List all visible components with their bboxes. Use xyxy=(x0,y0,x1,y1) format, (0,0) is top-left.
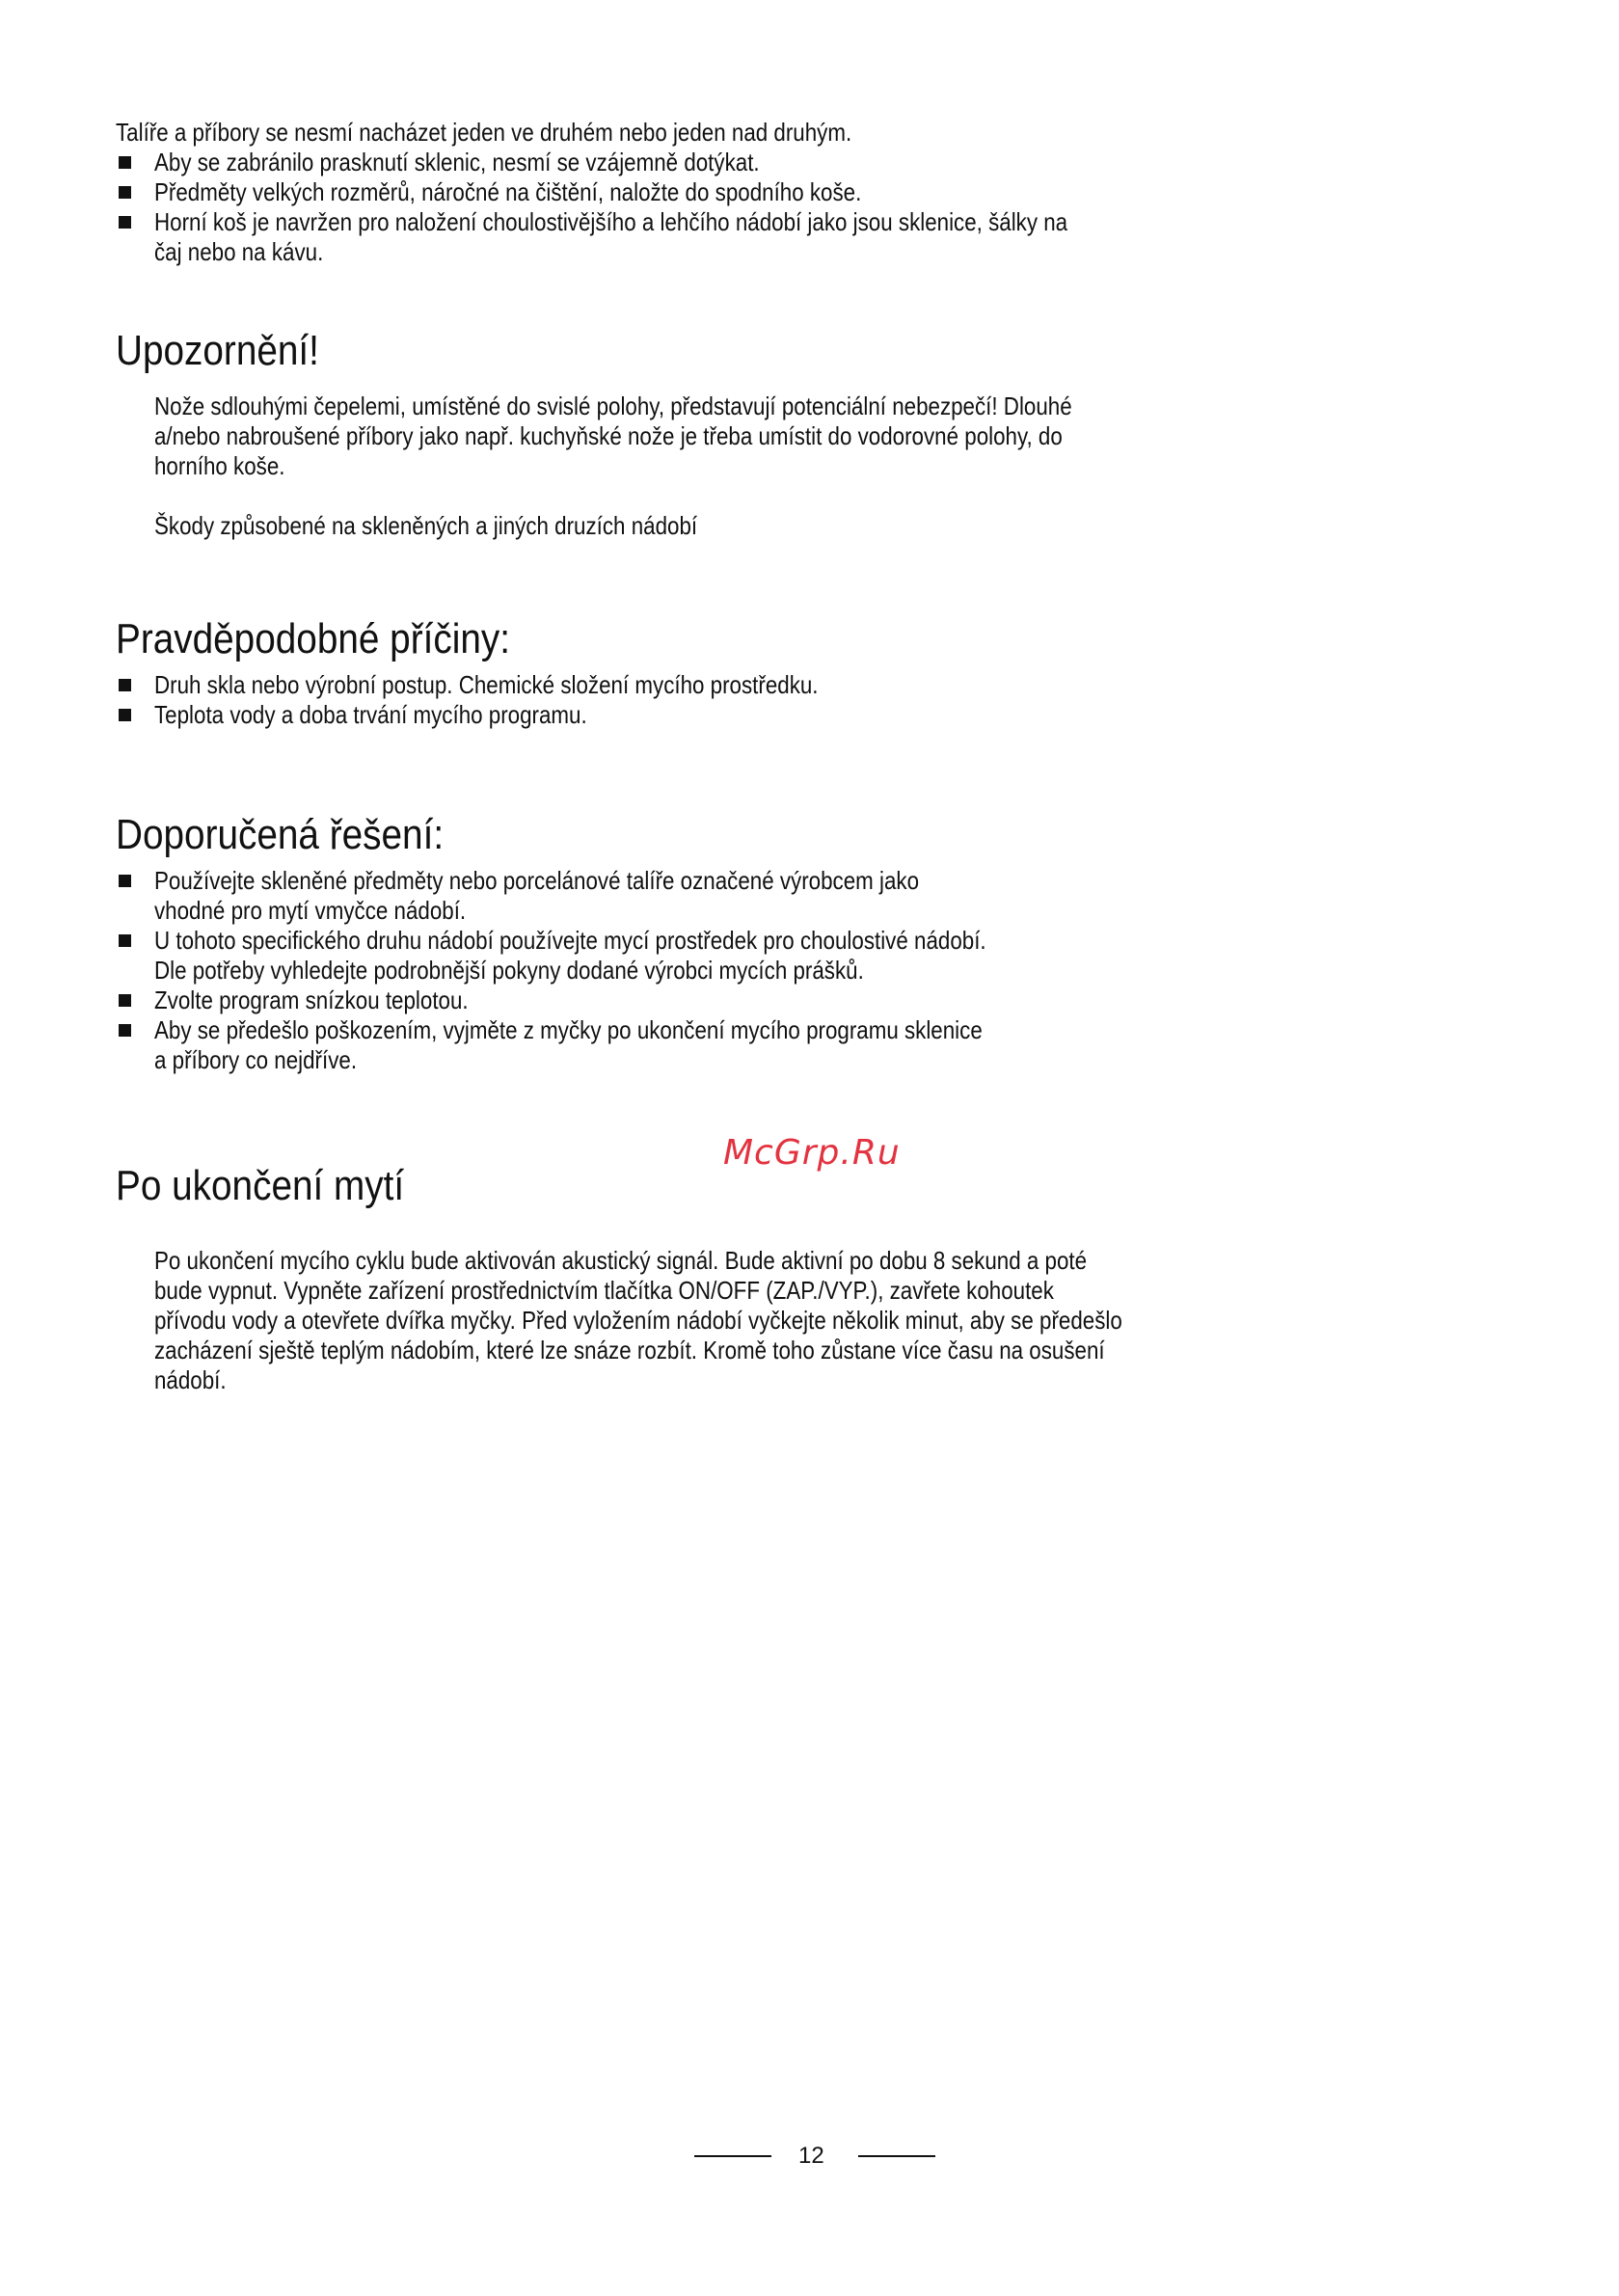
list-item: U tohoto specifického druhu nádobí používejte mycí prostředek pro choulostivé nádobí. Dle potřeby vyhledejte podrobnější pokyny dodané výrobci mycích prášků. xyxy=(116,926,1196,986)
bullet-square-icon xyxy=(119,875,131,887)
list-item: Horní koš je navržen pro naložení choulostivějšího a lehčího nádobí jako jsou sklenice, šálky na čaj nebo na kávu. xyxy=(116,207,1196,267)
intro-section xyxy=(116,118,1196,267)
warning-paragraph: Nože sdlouhými čepelemi, umístěné do svislé polohy, představují potenciální nebezpečí! Dlouhé a/nebo nabroušené příbory jako např. kuchyňské nože je třeba umístit do vodorovné polohy, do horního koše. xyxy=(154,392,1072,480)
list-item: Druh skla nebo výrobní postup. Chemické složení mycího prostředku. xyxy=(116,670,1196,700)
warning-section xyxy=(116,326,1196,541)
causes-heading: Pravděpodobné příčiny: xyxy=(116,615,510,662)
causes-bullet-list xyxy=(116,670,1196,730)
intro-lead: Talíře a příbory se nesmí nacházet jeden ve druhém nebo jeden nad druhým. xyxy=(116,118,852,147)
bullet-square-icon xyxy=(119,216,131,229)
footer-rule-left xyxy=(694,2155,771,2157)
solutions-bullet-list xyxy=(116,866,1196,1075)
list-item: Aby se předešlo poškozením, vyjměte z myčky po ukončení mycího programu sklenice a příbory co nejdříve. xyxy=(116,1015,1196,1075)
bullet-square-icon xyxy=(119,994,131,1007)
bullet-square-icon xyxy=(119,1024,131,1037)
list-item: Předměty velkých rozměrů, náročné na čištění, naložte do spodního koše. xyxy=(116,177,1196,207)
after-wash-section xyxy=(116,1161,1196,1395)
page-footer xyxy=(694,2142,935,2171)
bullet-square-icon xyxy=(119,709,131,721)
list-item: Teplota vody a doba trvání mycího programu. xyxy=(116,700,1196,730)
bullet-square-icon xyxy=(119,186,131,199)
list-item: Zvolte program snízkou teplotou. xyxy=(116,986,1196,1015)
footer-rule-right xyxy=(858,2155,935,2157)
page-number: 12 xyxy=(798,2143,824,2169)
causes-section xyxy=(116,614,1196,730)
solutions-section xyxy=(116,810,1196,1075)
list-item: Používejte skleněné předměty nebo porcelánové talíře označené výrobcem jako vhodné pro mytí vmyčce nádobí. xyxy=(116,866,1196,926)
after-wash-paragraph: Po ukončení mycího cyklu bude aktivován akustický signál. Bude aktivní po dobu 8 sekund a poté bude vypnut. Vypněte zařízení prostřednictvím tlačítka ON/OFF (ZAP./VYP.), zavřete kohoutek přívodu vody a otevřete dvířka myčky. Před vyložením nádobí vyčkejte několik minut, aby se předešlo zacházení sještě teplým nádobím, které lze snáze rozbít. Kromě toho zůstane více času na osušení nádobí. xyxy=(154,1246,1122,1394)
damage-note: Škody způsobené na skleněných a jiných druzích nádobí xyxy=(154,511,698,540)
bullet-square-icon xyxy=(119,934,131,947)
warning-heading: Upozornění! xyxy=(116,327,319,374)
list-item: Aby se zabránilo prasknutí sklenic, nesmí se vzájemně dotýkat. xyxy=(116,148,1196,177)
solutions-heading: Doporučená řešení: xyxy=(116,811,445,858)
watermark-text: McGrp.Ru xyxy=(723,1133,901,1173)
intro-bullet-list xyxy=(116,148,1196,267)
bullet-square-icon xyxy=(119,679,131,691)
after-wash-heading: Po ukončení mytí xyxy=(116,1162,405,1209)
bullet-square-icon xyxy=(119,156,131,169)
